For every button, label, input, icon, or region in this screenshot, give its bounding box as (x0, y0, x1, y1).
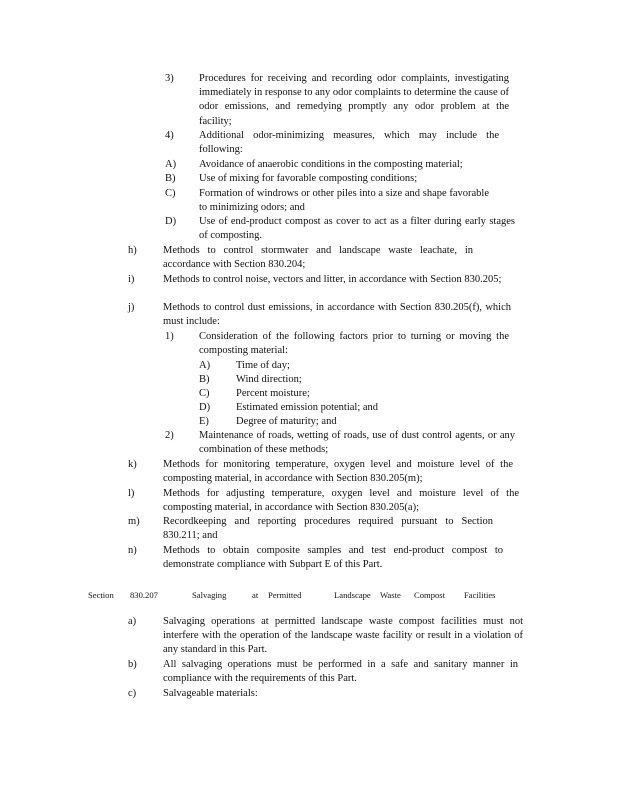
item-label: A) (199, 360, 211, 371)
section-title-word: at (252, 590, 259, 600)
item-text: Methods to control stormwater and landscape waste leachate, in accordance with Section 830.204; (163, 245, 473, 271)
section-title-word: Facilities (464, 590, 496, 600)
item-label: B) (165, 173, 176, 184)
item-text: Estimated emission potential; and (236, 402, 379, 413)
item-text: Avoidance of anaerobic conditions in the composting material; (199, 159, 463, 170)
section-title-word: Landscape (334, 590, 371, 600)
item-text: Degree of maturity; and (236, 416, 337, 427)
item-text: Methods to obtain composite samples and test end-product compost to demonstrate compliance with Subpart E of this Part. (163, 545, 503, 571)
item-text: Methods for adjusting temperature, oxygen level and moisture level of the composting material, in accordance with Section 830.205(a); (163, 488, 519, 514)
item-text: Additional odor-minimizing measures, which may include the following: (199, 130, 499, 156)
item-text: Procedures for receiving and recording odor complaints, investigating immediately in response to any odor complaints to determine the cause of odor emissions, and remedying promptly any odor problem at the facility; (199, 73, 509, 127)
item-text: Consideration of the following factors prior to turning or moving the composting material: (199, 331, 509, 357)
item-label: c) (128, 688, 137, 699)
item-text: Salvaging operations at permitted landscape waste compost facilities must not interfere with the operation of the landscape waste facility or result in a violation of any standard in this Part. (163, 616, 523, 656)
item-label: 1) (165, 331, 174, 342)
item-text: Maintenance of roads, wetting of roads, use of dust control agents, or any combination of these methods; (199, 430, 515, 456)
item-text: Methods for monitoring temperature, oxygen level and moisture level of the composting material, in accordance with Section 830.205(m); (163, 459, 513, 485)
section-title-word: Salvaging (192, 590, 227, 600)
item-label: C) (165, 188, 176, 199)
item-label: 2) (165, 430, 174, 441)
section-title-word: Compost (414, 590, 446, 600)
item-label: j) (128, 302, 135, 313)
section-title-word: Permitted (268, 590, 302, 600)
item-text: Methods to control dust emissions, in accordance with Section 830.205(f), which must include: (163, 302, 511, 328)
item-label: h) (128, 245, 137, 256)
item-label: m) (128, 516, 140, 527)
item-text: Use of mixing for favorable composting conditions; (199, 173, 418, 184)
item-label: D) (165, 216, 177, 227)
item-label: E) (199, 416, 209, 427)
item-label: k) (128, 459, 137, 470)
item-text: Percent moisture; (236, 388, 310, 399)
item-label: A) (165, 159, 177, 170)
item-text: Formation of windrows or other piles into a size and shape favorable to minimizing odors; and (199, 188, 489, 214)
item-text: Methods to control noise, vectors and litter, in accordance with Section 830.205; (163, 274, 502, 285)
item-label: B) (199, 374, 210, 385)
item-label: C) (199, 388, 210, 399)
item-label: D) (199, 402, 211, 413)
item-text: All salvaging operations must be performed in a safe and sanitary manner in compliance with the requirements of this Part. (163, 659, 518, 685)
item-label: n) (128, 545, 137, 556)
item-text: Time of day; (236, 360, 290, 371)
item-label: 3) (165, 73, 174, 84)
item-label: 4) (165, 130, 174, 141)
item-text: Wind direction; (236, 374, 302, 385)
item-label: l) (128, 488, 135, 499)
item-text: Use of end-product compost as cover to act as a filter during early stages of composting. (199, 216, 515, 242)
section-word: Section (88, 590, 114, 600)
section-heading (88, 588, 548, 602)
section-number: 830.207 (130, 590, 158, 600)
item-label: i) (128, 274, 135, 285)
item-label: a) (128, 616, 137, 627)
item-label: b) (128, 659, 137, 670)
section-title-word: Waste (380, 590, 401, 600)
item-text: Salvageable materials: (163, 688, 258, 699)
item-text: Recordkeeping and reporting procedures required pursuant to Section 830.211; and (163, 516, 493, 542)
